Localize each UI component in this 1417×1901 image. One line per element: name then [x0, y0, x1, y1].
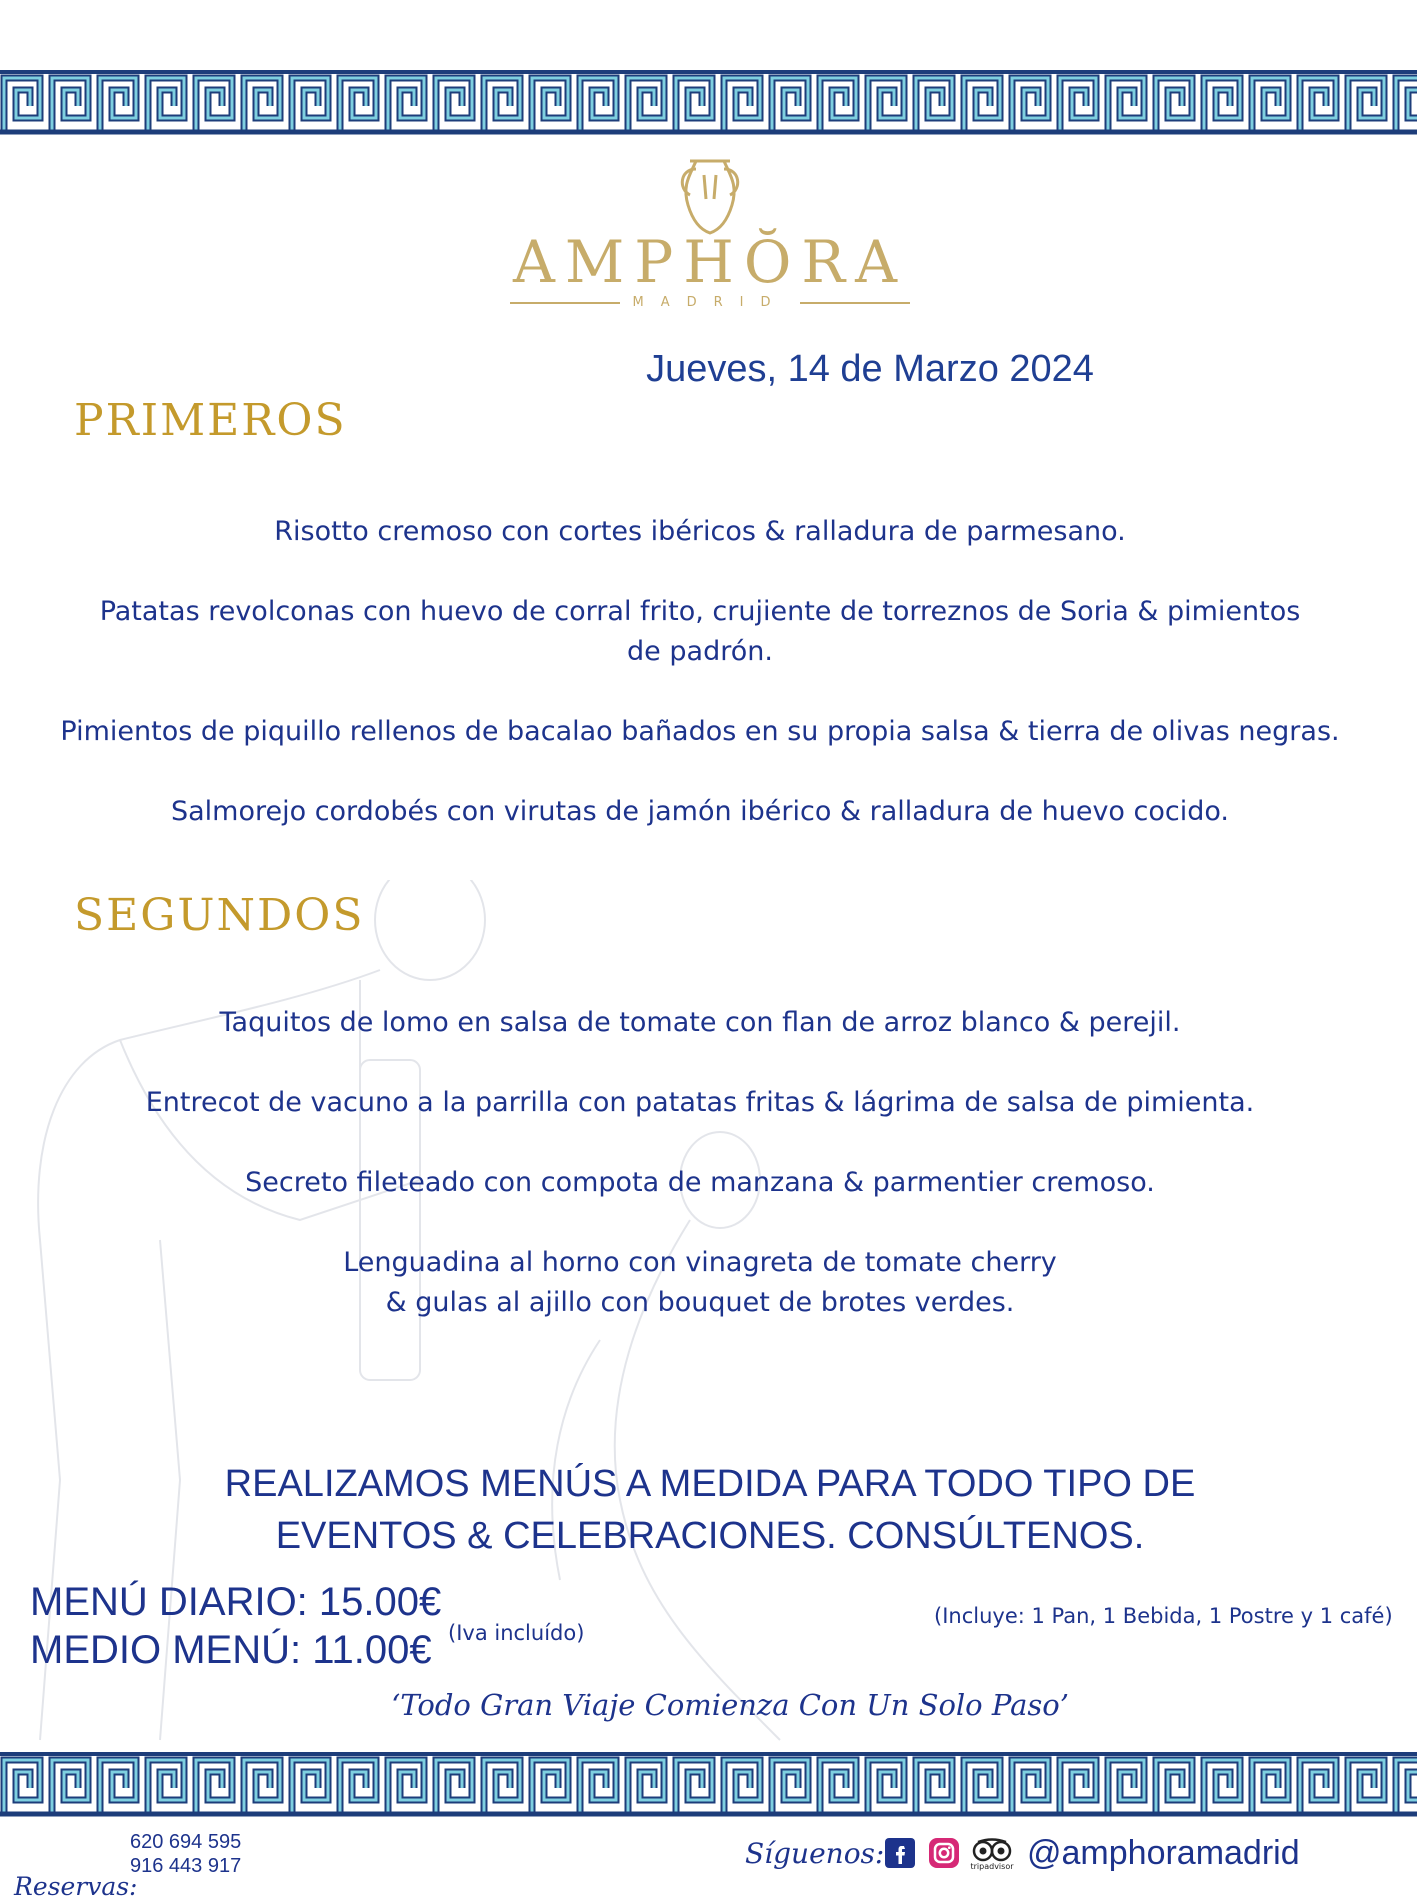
amphora-logo [500, 155, 920, 335]
primeros-item: Salmorejo cordobés con virutas de jamón ibérico & ralladura de huevo cocido. [170, 796, 1230, 827]
social-handle[interactable]: @amphoramadrid [1027, 1834, 1300, 1872]
includes-note: (Incluye: 1 Pan, 1 Bebida, 1 Postre y 1 café) [934, 1604, 1393, 1628]
segundos-heading: SEGUNDOS [74, 890, 365, 941]
tripadvisor-icon[interactable] [970, 1838, 1014, 1878]
tripadvisor-label: tripadvisor [970, 1862, 1014, 1871]
phone-number[interactable]: 916 443 917 [130, 1855, 242, 1877]
subbrand-rule-right [800, 302, 910, 304]
instagram-icon[interactable] [929, 1838, 959, 1868]
segundos-item: Taquitos de lomo en salsa de tomate con flan de arroz blanco & perejil. [219, 1007, 1181, 1038]
primeros-heading: PRIMEROS [74, 395, 347, 446]
events-notice: REALIZAMOS MENÚS A MEDIDA PARA TODO TIPO DE EVENTOS & CELEBRACIONES. CONSÚLTENOS. [224, 1463, 1196, 1557]
primeros-item: Risotto cremoso con cortes ibéricos & ralladura de parmesano. [274, 516, 1126, 547]
facebook-icon[interactable] [885, 1838, 915, 1868]
medio-menu-price: MEDIO MENÚ: 11.00€ [30, 1628, 432, 1672]
phone-number[interactable]: 620 694 595 [130, 1831, 242, 1853]
iva-note: (Iva incluído) [448, 1621, 585, 1645]
reservas-label: Reservas: [14, 1872, 138, 1901]
segundos-item: Secreto fileteado con compota de manzana & parmentier cremoso. [245, 1167, 1155, 1198]
segundos-item: Lenguadina al horno con vinagreta de tomate cherry & gulas al ajillo con bouquet de brotes verdes. [343, 1247, 1057, 1318]
brand-name: AMPHŎRA [513, 228, 907, 296]
siguenos-label: Síguenos: [745, 1837, 885, 1870]
menu-diario-price: MENÚ DIARIO: 15.00€ [30, 1580, 442, 1624]
primeros-item: Patatas revolconas con huevo de corral frito, crujiente de torreznos de Soria & pimientos de padrón. [99, 596, 1301, 667]
greek-key-border-bottom [0, 1752, 1417, 1820]
primeros-item: Pimientos de piquillo rellenos de bacalao bañados en su propia salsa & tierra de olivas negras. [60, 716, 1340, 747]
amphora-jar-icon [660, 155, 760, 235]
brand-subtitle: MADRID [632, 295, 788, 310]
motto-quote: ‘Todo Gran Viaje Comienza Con Un Solo Paso’ [391, 1688, 1069, 1722]
segundos-item: Entrecot de vacuno a la parrilla con patatas fritas & lágrima de salsa de pimienta. [145, 1087, 1255, 1118]
menu-date: Jueves, 14 de Marzo 2024 [646, 348, 1094, 390]
greek-key-border-top [0, 70, 1417, 138]
